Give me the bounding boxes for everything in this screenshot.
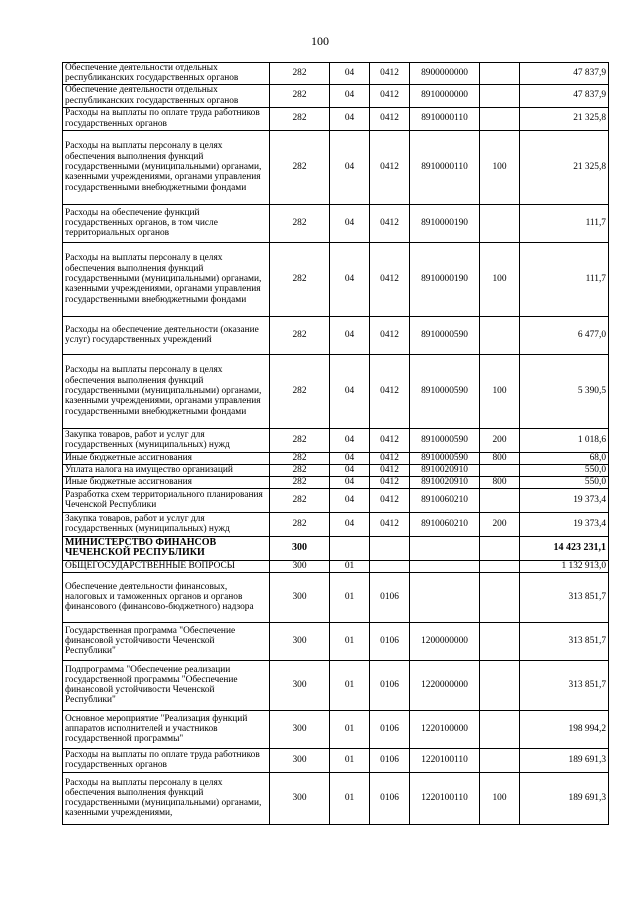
cell-amount: 111,7 [520,242,609,316]
cell-ministry-code: 300 [270,560,330,572]
cell-section-code: 04 [330,464,370,476]
cell-section-code: 04 [330,316,370,354]
cell-amount: 21 325,8 [520,107,609,130]
cell-expense-type: 100 [480,772,520,824]
table-row [63,748,609,772]
cell-name: Иные бюджетные ассигнования [63,452,270,464]
cell-amount: 14 423 231,1 [520,536,609,560]
cell-amount: 550,0 [520,464,609,476]
cell-expense-type [480,63,520,85]
cell-subsection-code: 0412 [370,452,410,464]
cell-target-article: 8910000190 [410,204,480,242]
cell-section-code: 04 [330,488,370,512]
cell-amount: 1 132 913,0 [520,560,609,572]
table-row [63,428,609,452]
cell-amount: 1 018,6 [520,428,609,452]
cell-ministry-code: 282 [270,242,330,316]
table-row [63,536,609,560]
cell-name: Обеспечение деятельности финансовых, налоговых и таможенных органов и органов финансового (финансово-бюджетного) надзора [63,572,270,622]
cell-subsection-code: 0106 [370,710,410,748]
cell-section-code: 04 [330,476,370,488]
cell-section-code: 04 [330,130,370,204]
cell-expense-type [480,748,520,772]
cell-ministry-code: 282 [270,84,330,107]
cell-subsection-code: 0412 [370,476,410,488]
cell-target-article: 8910000590 [410,452,480,464]
cell-section-code: 04 [330,354,370,428]
cell-target-article: 1220100110 [410,748,480,772]
table-row [63,130,609,204]
cell-subsection-code [370,536,410,560]
cell-name: Расходы на выплаты по оплате труда работников государственных органов [63,107,270,130]
table-row [63,560,609,572]
cell-target-article: 8910000190 [410,242,480,316]
table-row [63,242,609,316]
cell-expense-type [480,316,520,354]
cell-name: Разработка схем территориального планирования Чеченской Республики [63,488,270,512]
table-row [63,452,609,464]
cell-expense-type [480,488,520,512]
budget-table [62,62,609,825]
cell-amount: 550,0 [520,476,609,488]
table-row [63,772,609,824]
cell-expense-type [480,204,520,242]
cell-ministry-code: 300 [270,748,330,772]
table-row [63,84,609,107]
table-row [63,354,609,428]
table-row [63,316,609,354]
cell-subsection-code: 0106 [370,660,410,710]
cell-expense-type [480,660,520,710]
cell-name: Расходы на обеспечение деятельности (оказание услуг) государственных учреждений [63,316,270,354]
cell-amount: 19 373,4 [520,512,609,536]
cell-target-article: 1200000000 [410,622,480,660]
cell-name: Государственная программа "Обеспечение финансовой устойчивости Чеченской Республики" [63,622,270,660]
cell-target-article: 8910000000 [410,84,480,107]
cell-subsection-code: 0412 [370,130,410,204]
cell-ministry-code: 282 [270,476,330,488]
cell-amount: 189 691,3 [520,748,609,772]
cell-section-code: 01 [330,772,370,824]
cell-section-code: 04 [330,452,370,464]
cell-target-article: 8910000110 [410,130,480,204]
table-row [63,464,609,476]
cell-subsection-code: 0106 [370,622,410,660]
cell-expense-type [480,536,520,560]
cell-name: Обеспечение деятельности отдельных республиканских государственных органов [63,63,270,85]
cell-name: Основное мероприятие "Реализация функций аппаратов исполнителей и участников государственной программы" [63,710,270,748]
cell-expense-type [480,622,520,660]
cell-ministry-code: 282 [270,452,330,464]
cell-amount: 313 851,7 [520,622,609,660]
cell-name: Обеспечение деятельности отдельных республиканских государственных органов [63,84,270,107]
cell-subsection-code [370,560,410,572]
table-row [63,512,609,536]
table-row [63,476,609,488]
cell-section-code: 04 [330,242,370,316]
cell-ministry-code: 282 [270,107,330,130]
cell-name: Закупка товаров, работ и услуг для государственных (муниципальных) нужд [63,512,270,536]
cell-expense-type: 100 [480,242,520,316]
cell-subsection-code: 0412 [370,354,410,428]
cell-subsection-code: 0412 [370,204,410,242]
cell-subsection-code: 0412 [370,464,410,476]
cell-expense-type: 800 [480,476,520,488]
table-row [63,488,609,512]
cell-target-article: 8910060210 [410,512,480,536]
cell-section-code: 01 [330,622,370,660]
cell-target-article: 8900000000 [410,63,480,85]
cell-amount: 189 691,3 [520,772,609,824]
cell-expense-type: 800 [480,452,520,464]
cell-expense-type [480,107,520,130]
cell-section-code: 01 [330,560,370,572]
cell-ministry-code: 282 [270,354,330,428]
cell-expense-type: 100 [480,130,520,204]
cell-target-article: 1220000000 [410,660,480,710]
cell-expense-type [480,572,520,622]
cell-target-article: 1220100000 [410,710,480,748]
cell-name: Расходы на выплаты персоналу в целях обеспечения выполнения функций государственными (муниципальными) органами, казенными учреждениями, органами управления государственными внебюджетными фондами [63,354,270,428]
cell-ministry-code: 282 [270,428,330,452]
table-row [63,107,609,130]
cell-ministry-code: 282 [270,130,330,204]
table-row [63,63,609,85]
cell-section-code: 04 [330,63,370,85]
cell-name: Закупка товаров, работ и услуг для государственных (муниципальных) нужд [63,428,270,452]
table-row [63,572,609,622]
cell-subsection-code: 0412 [370,512,410,536]
cell-name: Подпрограмма "Обеспечение реализации государственной программы "Обеспечение финансовой устойчивости Чеченской Республики" [63,660,270,710]
cell-amount: 19 373,4 [520,488,609,512]
cell-amount: 313 851,7 [520,572,609,622]
cell-section-code: 04 [330,204,370,242]
cell-section-code: 04 [330,428,370,452]
cell-expense-type [480,710,520,748]
cell-section-code: 01 [330,660,370,710]
cell-ministry-code: 300 [270,622,330,660]
cell-expense-type: 100 [480,354,520,428]
cell-expense-type [480,560,520,572]
cell-expense-type: 200 [480,512,520,536]
cell-subsection-code: 0106 [370,748,410,772]
table-row [63,204,609,242]
cell-subsection-code: 0412 [370,84,410,107]
cell-name: ОБЩЕГОСУДАРСТВЕННЫЕ ВОПРОСЫ [63,560,270,572]
cell-name: Расходы на выплаты персоналу в целях обеспечения выполнения функций государственными (муниципальными) органами, казенными учреждениями, [63,772,270,824]
cell-target-article [410,560,480,572]
cell-name: Расходы на выплаты персоналу в целях обеспечения выполнения функций государственными (муниципальными) органами, казенными учреждениями, органами управления государственными внебюджетными фондами [63,242,270,316]
cell-subsection-code: 0412 [370,488,410,512]
cell-amount: 68,0 [520,452,609,464]
cell-name: МИНИСТЕРСТВО ФИНАНСОВ ЧЕЧЕНСКОЙ РЕСПУБЛИКИ [63,536,270,560]
cell-subsection-code: 0106 [370,572,410,622]
cell-section-code [330,536,370,560]
cell-ministry-code: 282 [270,204,330,242]
cell-amount: 6 477,0 [520,316,609,354]
cell-name: Расходы на выплаты персоналу в целях обеспечения выполнения функций государственными (муниципальными) органами, казенными учреждениями, органами управления государственными внебюджетными фондами [63,130,270,204]
cell-amount: 313 851,7 [520,660,609,710]
cell-subsection-code: 0412 [370,428,410,452]
cell-expense-type [480,464,520,476]
cell-ministry-code: 282 [270,63,330,85]
cell-subsection-code: 0412 [370,316,410,354]
cell-expense-type: 200 [480,428,520,452]
cell-ministry-code: 300 [270,536,330,560]
cell-target-article: 8910020910 [410,464,480,476]
cell-expense-type [480,84,520,107]
cell-section-code: 01 [330,572,370,622]
cell-ministry-code: 300 [270,660,330,710]
cell-amount: 111,7 [520,204,609,242]
page-number: 100 [311,34,329,48]
cell-ministry-code: 300 [270,772,330,824]
cell-ministry-code: 300 [270,572,330,622]
cell-target-article: 8910000110 [410,107,480,130]
cell-amount: 21 325,8 [520,130,609,204]
cell-name: Расходы на выплаты по оплате труда работников государственных органов [63,748,270,772]
cell-amount: 47 837,9 [520,63,609,85]
cell-name: Расходы на обеспечение функций государственных органов, в том числе территориальных органов [63,204,270,242]
cell-section-code: 01 [330,710,370,748]
cell-subsection-code: 0412 [370,63,410,85]
cell-section-code: 04 [330,84,370,107]
table-row [63,660,609,710]
cell-target-article: 8910000590 [410,428,480,452]
cell-subsection-code: 0412 [370,242,410,316]
cell-amount: 198 994,2 [520,710,609,748]
cell-section-code: 01 [330,748,370,772]
cell-name: Уплата налога на имущество организаций [63,464,270,476]
cell-amount: 47 837,9 [520,84,609,107]
cell-ministry-code: 282 [270,512,330,536]
cell-ministry-code: 282 [270,464,330,476]
cell-target-article: 8910020910 [410,476,480,488]
cell-subsection-code: 0106 [370,772,410,824]
cell-target-article: 8910000590 [410,316,480,354]
budget-table-body [63,63,609,825]
cell-target-article [410,572,480,622]
cell-ministry-code: 282 [270,488,330,512]
cell-subsection-code: 0412 [370,107,410,130]
cell-target-article: 1220100110 [410,772,480,824]
cell-section-code: 04 [330,107,370,130]
cell-amount: 5 390,5 [520,354,609,428]
cell-target-article [410,536,480,560]
cell-name: Иные бюджетные ассигнования [63,476,270,488]
table-row [63,710,609,748]
cell-target-article: 8910060210 [410,488,480,512]
cell-ministry-code: 282 [270,316,330,354]
cell-target-article: 8910000590 [410,354,480,428]
cell-section-code: 04 [330,512,370,536]
table-row [63,622,609,660]
cell-ministry-code: 300 [270,710,330,748]
